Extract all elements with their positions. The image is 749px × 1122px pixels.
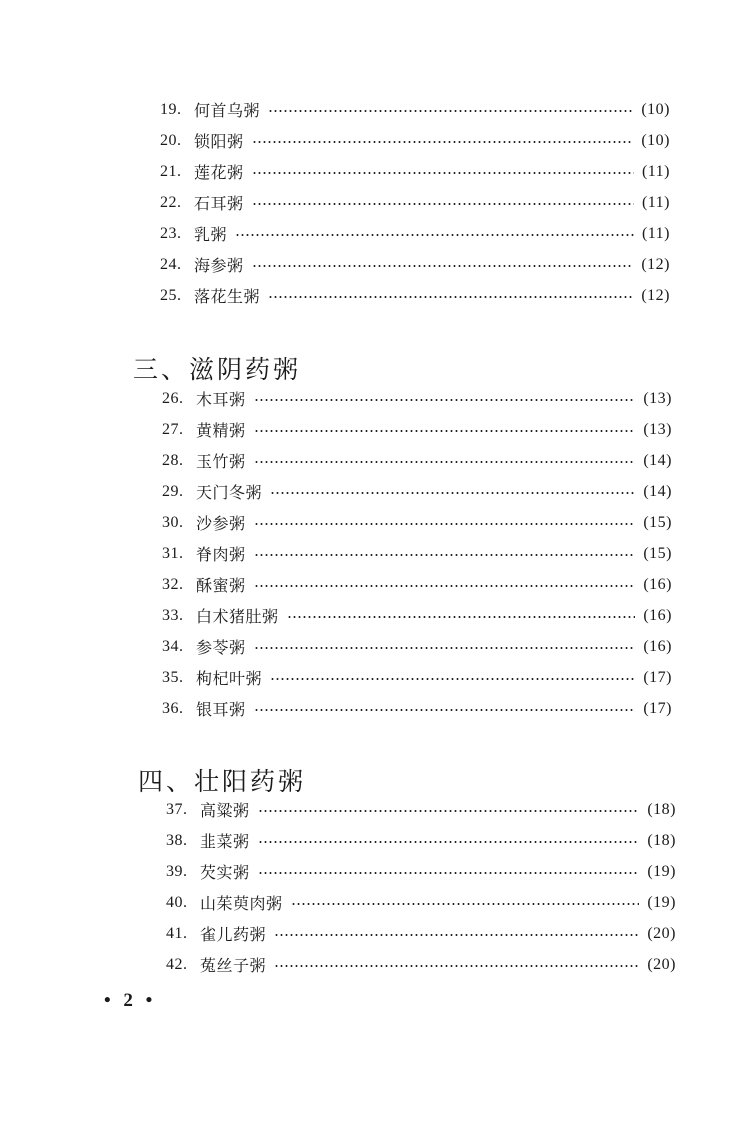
dot-leader (254, 585, 636, 587)
entry-number: 19. (160, 100, 182, 118)
entry-number: 42. (166, 955, 188, 973)
entry-title: 天门冬粥 (196, 483, 263, 502)
entry-page: (14) (643, 451, 672, 469)
toc-entry (162, 569, 672, 600)
entry-page: (14) (643, 482, 672, 500)
dot-leader (254, 709, 636, 711)
toc-entry (160, 94, 670, 125)
toc-entry (166, 887, 676, 918)
dot-leader (287, 616, 636, 618)
entry-number: 35. (162, 668, 184, 686)
toc-entry (166, 949, 676, 980)
entry-number: 38. (166, 831, 188, 849)
entry-page: (17) (643, 668, 672, 686)
entry-title: 莲花粥 (194, 163, 244, 182)
dot-leader (274, 934, 639, 936)
toc-entry (162, 414, 672, 445)
entry-page: (13) (643, 420, 672, 438)
entry-title: 木耳粥 (196, 390, 246, 409)
entry-page: (10) (641, 100, 670, 118)
entry-number: 24. (160, 255, 182, 273)
entry-page: (11) (641, 162, 670, 180)
entry-page: (16) (643, 637, 672, 655)
dot-leader (254, 523, 636, 525)
toc-entry (166, 856, 676, 887)
entry-page: (16) (643, 606, 672, 624)
entry-number: 23. (160, 224, 182, 242)
toc-entry (162, 631, 672, 662)
toc-entry (166, 794, 676, 825)
entry-title: 韭菜粥 (200, 832, 250, 851)
entry-title: 山茱萸肉粥 (200, 894, 283, 913)
entry-number: 20. (160, 131, 182, 149)
toc-group-continued (160, 94, 670, 311)
entry-page: (13) (643, 389, 672, 407)
entry-page: (12) (641, 255, 670, 273)
dot-leader (270, 678, 635, 680)
dot-leader (254, 647, 636, 649)
entry-page: (19) (647, 893, 676, 911)
page-number: • 2 • (104, 990, 157, 1011)
toc-entry (162, 507, 672, 538)
entry-title: 沙参粥 (196, 514, 246, 533)
entry-page: (20) (647, 924, 676, 942)
entry-title: 石耳粥 (194, 194, 244, 213)
entry-title: 白术猪肚粥 (196, 607, 279, 626)
dot-leader (258, 841, 640, 843)
entry-page: (11) (641, 193, 670, 211)
entry-number: 22. (160, 193, 182, 211)
entry-title: 海参粥 (194, 256, 244, 275)
entry-title: 黄精粥 (196, 421, 246, 440)
toc-entry (162, 445, 672, 476)
dot-leader (252, 203, 634, 205)
entry-page: (17) (643, 699, 672, 717)
dot-leader (252, 172, 634, 174)
entry-number: 36. (162, 699, 184, 717)
entry-page: (12) (641, 286, 670, 304)
entry-number: 34. (162, 637, 184, 655)
toc-entry (166, 825, 676, 856)
entry-page: (15) (643, 544, 672, 562)
entry-title: 雀儿药粥 (200, 925, 267, 944)
entry-title: 酥蜜粥 (196, 576, 246, 595)
entry-title: 乳粥 (194, 225, 228, 244)
toc-entry (160, 156, 670, 187)
entry-title: 芡实粥 (200, 863, 250, 882)
entry-number: 33. (162, 606, 184, 624)
toc-group-yin (162, 383, 672, 724)
dot-leader (258, 810, 640, 812)
entry-page: (11) (641, 224, 670, 242)
dot-leader (274, 965, 639, 967)
dot-leader (254, 430, 636, 432)
dot-leader (252, 265, 634, 267)
entry-title: 锁阳粥 (194, 132, 244, 151)
dot-leader (258, 872, 640, 874)
entry-number: 28. (162, 451, 184, 469)
entry-number: 27. (162, 420, 184, 438)
dot-leader (268, 296, 633, 298)
entry-number: 29. (162, 482, 184, 500)
dot-leader (254, 554, 636, 556)
entry-page: (10) (641, 131, 670, 149)
entry-number: 40. (166, 893, 188, 911)
entry-number: 21. (160, 162, 182, 180)
dot-leader (291, 903, 640, 905)
section-heading: 四、壮阳药粥 (138, 767, 307, 796)
entry-page: (18) (647, 831, 676, 849)
section-heading: 三、滋阴药粥 (133, 355, 302, 384)
entry-page: (19) (647, 862, 676, 880)
entry-page: (20) (647, 955, 676, 973)
toc-entry (162, 662, 672, 693)
toc-entry (162, 538, 672, 569)
entry-page: (18) (647, 800, 676, 818)
toc-group-yang (166, 794, 676, 980)
entry-number: 25. (160, 286, 182, 304)
entry-title: 高粱粥 (200, 801, 250, 820)
entry-title: 枸杞叶粥 (196, 669, 263, 688)
entry-number: 39. (166, 862, 188, 880)
dot-leader (268, 110, 633, 112)
toc-entry (162, 476, 672, 507)
entry-page: (15) (643, 513, 672, 531)
entry-number: 41. (166, 924, 188, 942)
dot-leader (254, 461, 636, 463)
toc-entry (162, 600, 672, 631)
entry-title: 菟丝子粥 (200, 956, 267, 975)
dot-leader (252, 141, 634, 143)
toc-entry (160, 218, 670, 249)
entry-title: 参苓粥 (196, 638, 246, 657)
dot-leader (254, 399, 636, 401)
entry-title: 落花生粥 (194, 287, 261, 306)
dot-leader (270, 492, 635, 494)
toc-entry (160, 249, 670, 280)
toc-entry (160, 280, 670, 311)
entry-number: 30. (162, 513, 184, 531)
toc-entry (160, 125, 670, 156)
toc-entry (160, 187, 670, 218)
entry-number: 26. (162, 389, 184, 407)
entry-number: 31. (162, 544, 184, 562)
toc-entry (166, 918, 676, 949)
entry-title: 脊肉粥 (196, 545, 246, 564)
entry-title: 何首乌粥 (194, 101, 261, 120)
entry-page: (16) (643, 575, 672, 593)
entry-number: 37. (166, 800, 188, 818)
dot-leader (235, 234, 634, 236)
toc-entry (162, 383, 672, 414)
entry-title: 玉竹粥 (196, 452, 246, 471)
entry-title: 银耳粥 (196, 700, 246, 719)
toc-entry (162, 693, 672, 724)
entry-number: 32. (162, 575, 184, 593)
